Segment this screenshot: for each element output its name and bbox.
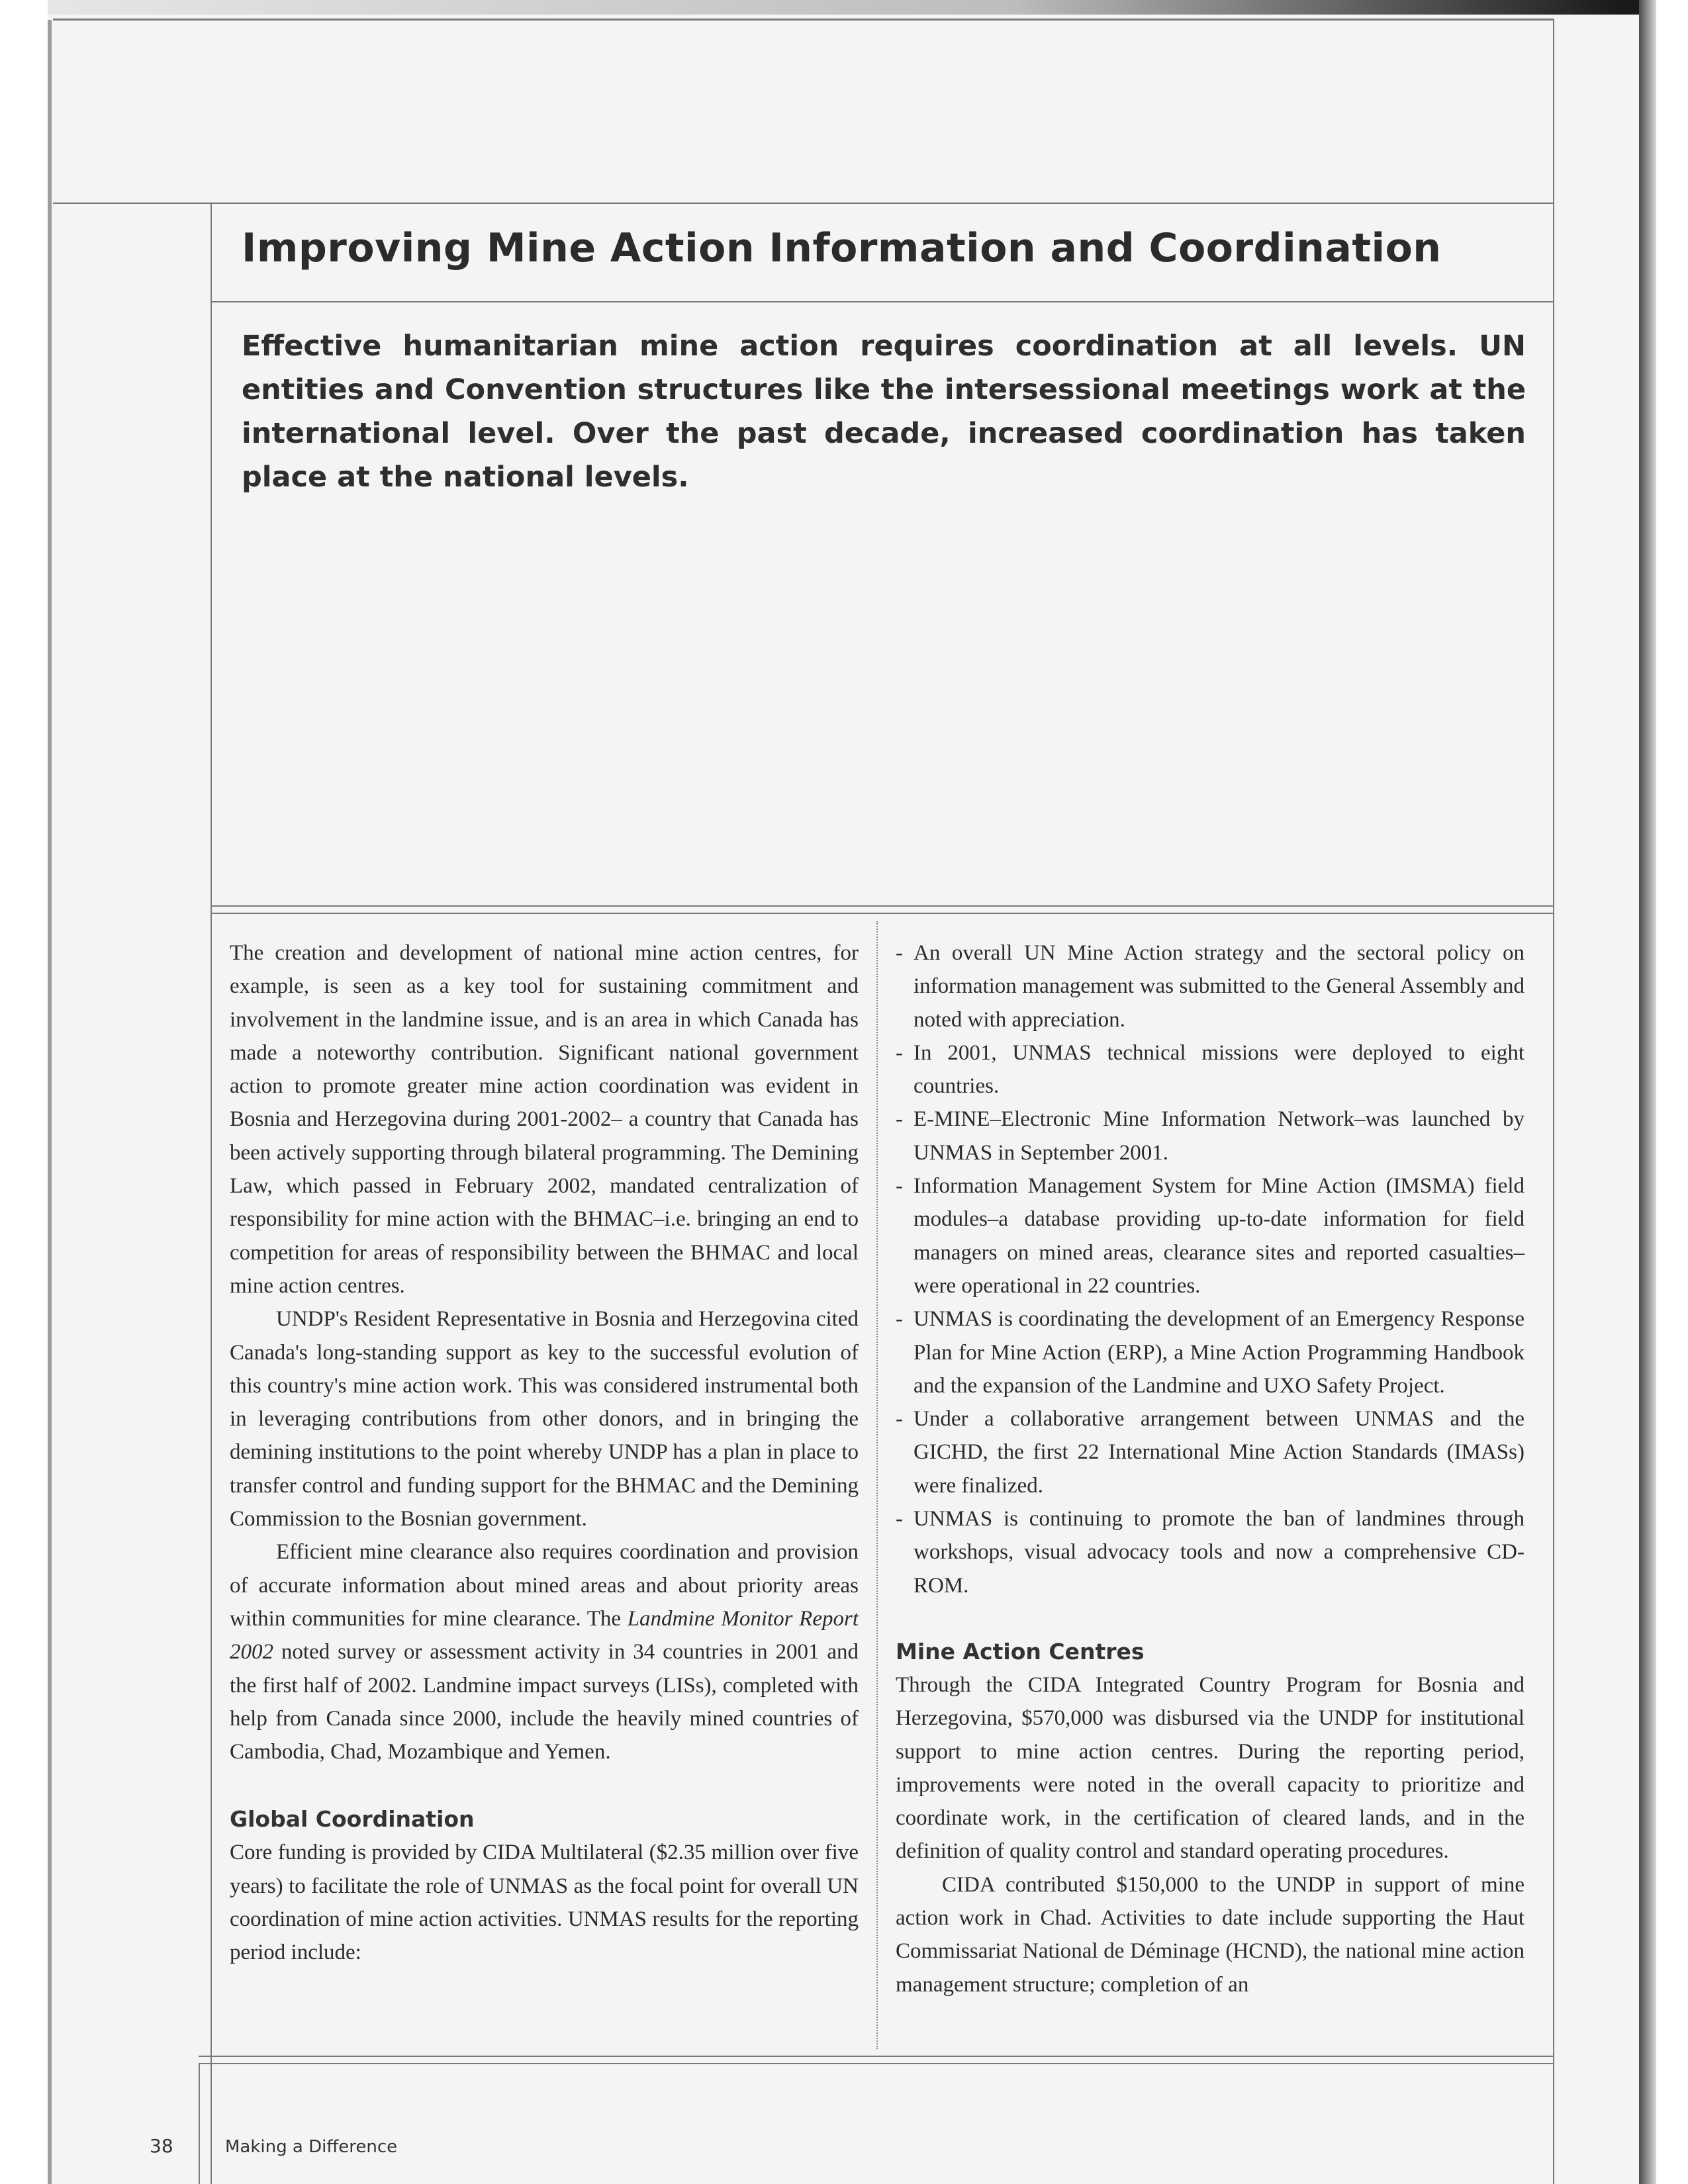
left-paragraph-2: UNDP's Resident Representative in Bosnia and Herzegovina cited Canada's long-standing support as key to the successful evolution of this country's mine action work. This was considered instrumental both in leveraging contributions from other donors, and in bringing the demining institutions to the point whereby UNDP has a plan in place to transfer control and funding support for the BHMAC and the Demining Commission to the Bosnian government.	[230, 1307, 859, 1531]
left-column	[230, 936, 859, 1970]
title-rule	[211, 301, 1553, 302]
list-item-text: In 2001, UNMAS technical missions were deployed to eight countries.	[914, 1040, 1524, 1099]
list-item	[896, 1302, 1524, 1402]
section-heading-mine-action-centres: Mine Action Centres	[896, 1638, 1145, 1664]
page-title: Improving Mine Action Information and Coordination	[242, 225, 1442, 271]
right-paragraph-1: Through the CIDA Integrated Country Program for Bosnia and Herzegovina, $570,000 was disbursed via the UNDP for institutional support to mine action centres. During the reporting period, improvements were noted in the overall capacity to prioritize and coordinate work, in the certification of cleared lands, and in the definition of quality control and standard operating procedures.	[896, 1672, 1524, 1864]
list-item-text: Under a collaborative arrangement between UNMAS and the GICHD, the first 22 International Mine Action Standards (IMASs) were finalized.	[914, 1407, 1524, 1498]
bullet-dash: -	[896, 1174, 903, 1199]
left-paragraph-4: Core funding is provided by CIDA Multilateral ($2.35 million over five years) to facilitate the role of UNMAS as the focal point for overall UN coordination of mine action activities. UNMAS results for the reporting period include:	[230, 1841, 859, 1965]
list-item	[896, 1036, 1524, 1103]
right-column	[896, 936, 1524, 2001]
lead-paragraph: Effective humanitarian mine action requires coordination at all levels. UN entities and Convention structures like the intersessional meetings work at the international level. Over the past decade, increased coordination has taken place at the national levels.	[242, 330, 1526, 494]
column-divider	[876, 921, 878, 2049]
footer-rule	[199, 2063, 200, 2184]
running-title: Making a Difference	[225, 2137, 398, 2157]
scan-right-margin	[1656, 0, 1688, 2184]
list-item-text: An overall UN Mine Action strategy and the sectoral policy on information management was submitted to the General Assembly and noted with appreciation.	[914, 941, 1524, 1032]
frame-rule-inner-left	[211, 203, 212, 2184]
bullet-dash: -	[896, 1040, 903, 1065]
list-item-text: Information Management System for Mine Action (IMSMA) field modules–a database providing up-to-date information for field managers on mined areas, clearance sites and reported casualties–were operational in 22 countries.	[914, 1174, 1524, 1298]
list-item	[896, 1402, 1524, 1502]
scan-top-edge	[0, 0, 1688, 15]
left-paragraph-3-end: noted survey or assessment activity in 34 countries in 2001 and the first half of 2002. Landmine impact surveys (LISs), completed with help from Canada since 2000, include the heavily mined countries of Cambodia, Chad, Mozambique and Yemen.	[230, 1640, 859, 1764]
body-rule-bottom-2	[199, 2063, 1553, 2064]
right-paragraph-2: CIDA contributed $150,000 to the UNDP in support of mine action work in Chad. Activities to date include supporting the Haut Commissariat National de Déminage (HCND), the national mine action management structure; completion of an	[896, 1872, 1524, 1997]
left-paragraph-3	[230, 1535, 859, 1768]
left-paragraph-3-start: Efficient mine clearance also requires coordination and provision of accurate information about mined areas and about priority areas within communities for mine clearance. The	[230, 1540, 859, 1631]
body-rule-top-2	[211, 913, 1553, 914]
unmas-results-list	[896, 936, 1524, 1602]
scan-right-shadow	[1639, 0, 1656, 2184]
list-item	[896, 1502, 1524, 1602]
list-item-text: E-MINE–Electronic Mine Information Network–was launched by UNMAS in September 2001.	[914, 1107, 1524, 1165]
bullet-dash: -	[896, 941, 903, 965]
list-item-text: UNMAS is coordinating the development of an Emergency Response Plan for Mine Action (ERP), a Mine Action Programming Handbook and the expansion of the Landmine and UXO Safety Project.	[914, 1307, 1524, 1398]
left-paragraph-1: The creation and development of national mine action centres, for example, is seen as a key tool for sustaining commitment and involvement in the landmine issue, and is an area in which Canada has made a noteworthy contribution. Significant national government action to promote greater mine action coordination was evident in Bosnia and Herzegovina during 2001-2002– a country that Canada has been actively supporting through bilateral programming. The Demining Law, which passed in February 2002, mandated centralization of responsibility for mine action with the BHMAC–i.e. bringing an end to competition for areas of responsibility between the BHMAC and local mine action centres.	[230, 941, 859, 1298]
bullet-dash: -	[896, 1107, 903, 1132]
bullet-dash: -	[896, 1507, 903, 1531]
frame-rule-top	[53, 19, 1554, 21]
bullet-dash: -	[896, 1307, 903, 1332]
section-heading-global-coordination: Global Coordination	[230, 1806, 475, 1833]
header-rule	[53, 203, 1554, 204]
scan-left-edge	[48, 20, 52, 2184]
report-title: Landmine Monitor Report 2002	[230, 1606, 859, 1664]
list-item	[896, 1103, 1524, 1169]
body-rule-bottom-1	[199, 2056, 1553, 2057]
list-item	[896, 936, 1524, 1036]
scan-left-margin	[0, 0, 48, 2184]
frame-rule-right	[1553, 19, 1554, 2184]
list-item-text: UNMAS is continuing to promote the ban of landmines through workshops, visual advocacy tools and now a comprehensive CD-ROM.	[914, 1507, 1524, 1598]
body-rule-top-1	[211, 905, 1553, 907]
page-number: 38	[150, 2135, 173, 2157]
list-item	[896, 1169, 1524, 1302]
bullet-dash: -	[896, 1407, 903, 1432]
